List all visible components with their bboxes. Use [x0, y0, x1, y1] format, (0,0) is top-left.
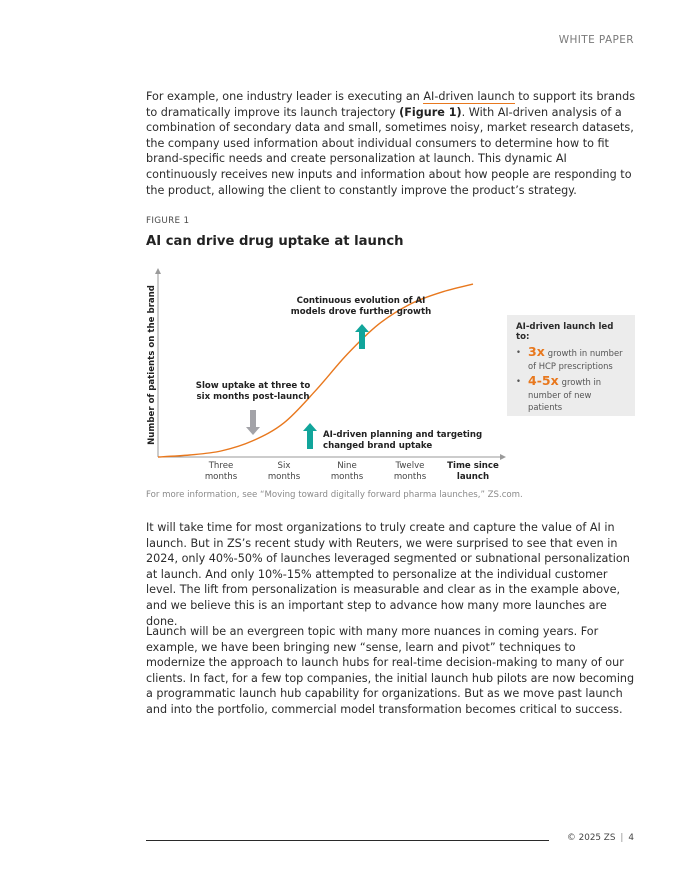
intro-text-after-link: to support its brands to dramatically improve its launch trajectory [146, 90, 636, 119]
annotation-slow-uptake: Slow uptake at three to six months post-launch [195, 381, 311, 402]
uptake-chart [140, 262, 510, 486]
callout-bullet: • [516, 376, 521, 387]
x-tick-label: Nine months [330, 461, 364, 482]
x-tick-label: Time since launch [447, 461, 499, 482]
copyright: © 2025 ZS [567, 833, 616, 843]
teal-up-arrow-icon [355, 324, 369, 349]
footer-rule [146, 840, 549, 841]
ai-driven-launch-link[interactable]: AI-driven launch [423, 90, 515, 103]
callout-bullet: • [516, 347, 521, 357]
annotation-continuous-evolution: Continuous evolution of AI models drove further growth [290, 296, 432, 317]
figure-label: FIGURE 1 [146, 216, 190, 226]
x-tick-label: Six months [267, 461, 301, 482]
callout-item-prescriptions [516, 346, 627, 372]
callout-item-patients [516, 375, 627, 414]
document-type-label: WHITE PAPER [558, 34, 634, 46]
x-tick-label: Twelve months [393, 461, 427, 482]
body-paragraph-1: It will take time for most organizations to truly create and capture the value of AI in launch. But in ZS’s recent study with Reuters, we were surprised to see that even in 2024, only 40%-50% of launches leveraged segmented or subnational personalization at launch. And only 10%-15% attempted to personalize at the individual customer level. The lift from personalization is measurable and clear as in the example above, and we believe this is an important step to advance how many more launches are done. [146, 521, 630, 628]
teal-up-arrow-icon [303, 423, 317, 449]
page-number: 4 [628, 833, 634, 843]
callout-stat: 4-5x [528, 373, 559, 389]
intro-text-before-link: For example, one industry leader is executing an [146, 90, 424, 103]
source-note: For more information, see “Moving toward digitally forward pharma launches,” ZS.com. [146, 490, 523, 500]
footer [567, 833, 634, 843]
callout-title: AI-driven launch led to: [516, 322, 614, 342]
intro-text-rest: . With AI-driven analysis of a combination of secondary data and small, sometimes noisy, market research datasets, the company used information about individual consumers to determine how to fit brand-specific needs and create personalization at launch. This dynamic AI continuously receives new inputs and information about how people are responding to the product, allowing the client to constantly improve the product’s strategy. [146, 105, 634, 197]
callout-stat-text: growth in number of HCP prescriptions [528, 348, 623, 371]
footer-separator: | [620, 833, 624, 843]
callout-stat: 3x [528, 344, 545, 359]
figure-title: AI can drive drug uptake at launch [146, 234, 404, 249]
results-callout [507, 315, 635, 416]
intro-paragraph [146, 89, 638, 198]
y-axis-label: Number of patients on the brand [147, 285, 157, 445]
annotation-ai-planning: AI-driven planning and targeting changed brand uptake [323, 430, 483, 451]
gray-down-arrow-icon [246, 410, 260, 435]
x-tick-label: Three months [204, 461, 238, 482]
body-paragraph-2: Launch will be an evergreen topic with many more nuances in coming years. For example, we have been bringing new “sense, learn and pivot” techniques to modernize the approach to launch hubs for real-time decision-making to many of our clients. In fact, for a few top companies, the initial launch hub pilots are now becoming a programmatic launch hub capability for organizations. But as we move past launch and into the portfolio, commercial model transformation becomes critical to success. [146, 625, 635, 716]
callout-stat-text: growth in number of new patients [528, 377, 602, 413]
figure-reference: (Figure 1) [399, 105, 462, 119]
